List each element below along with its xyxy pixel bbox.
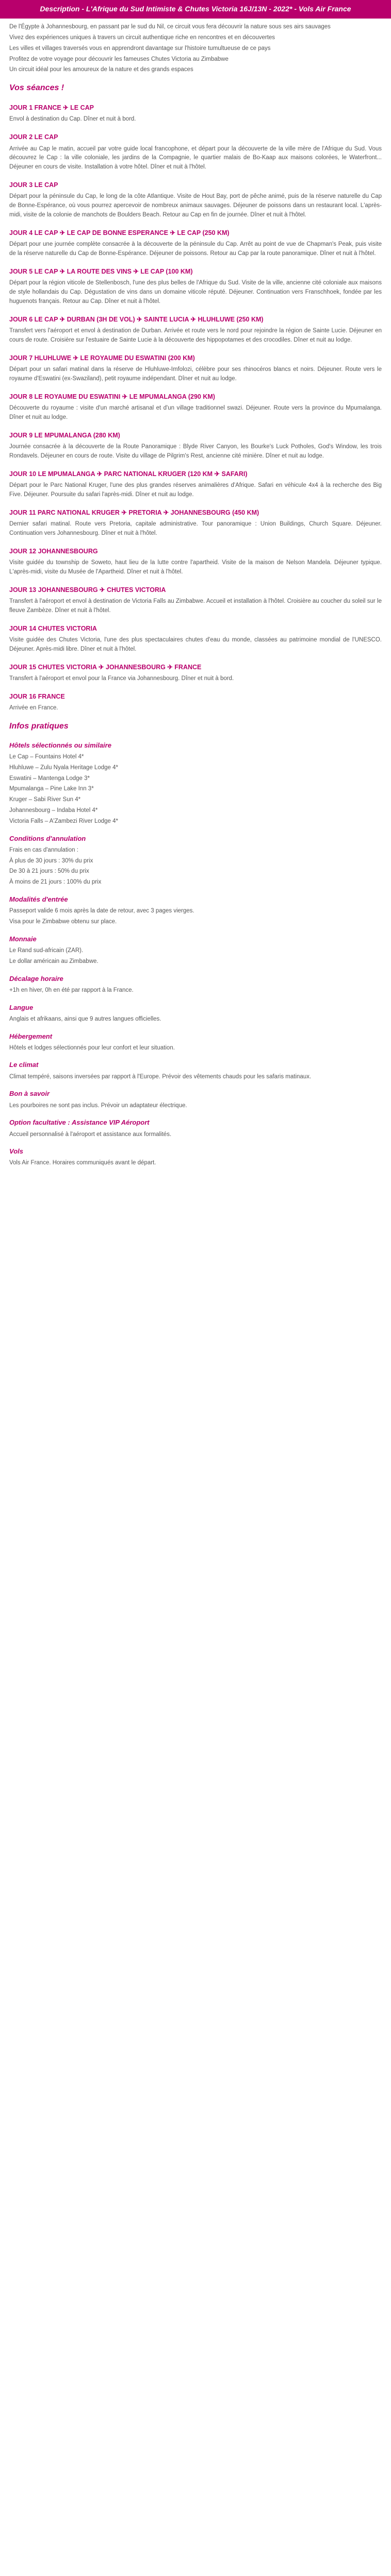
info-line: Victoria Falls – A'Zambezi River Lodge 4* (9, 818, 118, 824)
day-title: JOUR 3 LE CAP (9, 181, 58, 189)
day-item (9, 103, 382, 124)
info-list (9, 1044, 382, 1053)
day-item (9, 228, 382, 259)
itinerary-days (9, 103, 382, 713)
day-title: JOUR 6 LE CAP ✈ DURBAN (3H DE VOL) ✈ SAINTE LUCIA ✈ HLUHLUWE (250 KM) (9, 315, 264, 323)
info-list (9, 1073, 382, 1082)
day-description: Journée consacrée à la découverte de la Route Panoramique : Blyde River Canyon, les Bourke's Luck Potholes, God's Window, les trois Rondavels. Déjeuner en cours de route. Visite du village de Pilgrim's Rest, ancienne cité minière. Dîner et nuit au lodge. (9, 444, 382, 459)
info-section-title: Modalités d'entrée (9, 895, 68, 904)
info-line: Hluhluwe – Zulu Nyala Heritage Lodge 4* (9, 764, 118, 771)
page-title: Description - L'Afrique du Sud Intimiste & Chutes Victoria 16J/13N - 2022* - Vols Air France (40, 5, 351, 13)
day-description: Départ pour une journée complète consacrée à la découverte de la péninsule du Cap. Arrêt au point de vue de Chapman's Peak, puis visite de la réserve naturelle du Cap de Bonne-Espérance. Déjeuner de poissons. Retour au Cap par la route panoramique. Dîner et nuit à l'hôtel. (9, 241, 382, 257)
info-list (9, 846, 382, 887)
info-list (9, 907, 382, 927)
day-title: JOUR 4 LE CAP ✈ LE CAP DE BONNE ESPERANCE ✈ LE CAP (250 KM) (9, 229, 230, 236)
intro-line: Les villes et villages traversés vous en apprendront davantage sur l'histoire tumultueuse de ce pays (9, 45, 271, 52)
info-line: Hôtels et lodges sélectionnés pour leur confort et leur situation. (9, 1044, 175, 1051)
day-title: JOUR 5 LE CAP ✈ LA ROUTE DES VINS ✈ LE CAP (100 KM) (9, 267, 193, 275)
day-description: Arrivée au Cap le matin, accueil par votre guide local francophone, et départ pour la découverte de la ville mère de l'Afrique du Sud. Vous découvrez le Cap : la ville coloniale, les jardins de la Compagnie, le quartier malais de Bo-Kaap aux maisons colorées, le Waterfront... Déjeuner en cours de visite. Installation à votre hôtel. Dîner et nuit à l'hôtel. (9, 145, 382, 171)
intro-line: De l'Égypte à Johannesbourg, en passant par le sud du Nil, ce circuit vous fera découvrir la nature sous ses airs sauvages (9, 24, 331, 30)
info-list (9, 1130, 382, 1140)
day-title: JOUR 14 CHUTES VICTORIA (9, 624, 97, 632)
day-item (9, 132, 382, 172)
info-line: Les pourboires ne sont pas inclus. Prévoir un adaptateur électrique. (9, 1102, 187, 1109)
info-section-title: Bon à savoir (9, 1090, 50, 1098)
info-section-title: Monnaie (9, 935, 37, 943)
day-item (9, 180, 382, 220)
info-list (9, 1159, 382, 1168)
info-line: Passeport valide 6 mois après la date de retour, avec 3 pages vierges. (9, 908, 194, 914)
day-title: JOUR 2 LE CAP (9, 133, 58, 141)
day-item (9, 392, 382, 422)
info-line: De 30 à 21 jours : 50% du prix (9, 868, 89, 875)
intro-line: Un circuit idéal pour les amoureux de la nature et des grands espaces (9, 66, 193, 73)
day-item (9, 431, 382, 461)
info-line: Le Cap – Fountains Hotel 4* (9, 753, 84, 760)
info-section-title: Hébergement (9, 1032, 53, 1040)
day-description: Dernier safari matinal. Route vers Pretoria, capitale administrative. Tour panoramique : Union Buildings, Church Square. Déjeuner. Continuation vers Johannesbourg. Dîner et nuit à l'hôtel. (9, 521, 382, 536)
info-line: Frais en cas d'annulation : (9, 846, 78, 853)
day-item (9, 267, 382, 307)
day-description: Départ pour un safari matinal dans la réserve de Hluhluwe-Imfolozi, célèbre pour ses rhinocéros blancs et noirs. Déjeuner. Route vers le royaume d'Eswatini (ex-Swaziland), petit royaume indépendant. Dîner et nuit au lodge. (9, 366, 382, 382)
day-description: Visite guidée du township de Soweto, haut lieu de la lutte contre l'apartheid. Visite de la maison de Nelson Mandela. Déjeuner typique. L'après-midi, visite du Musée de l'Apartheid. Dîner et nuit à l'hôtel. (9, 560, 382, 575)
info-line: Le Rand sud-africain (ZAR). (9, 947, 84, 954)
info-section-title: Langue (9, 1003, 34, 1011)
info-line: Mpumalanga – Pine Lake Inn 3* (9, 786, 94, 792)
day-title: JOUR 10 LE MPUMALANGA ✈ PARC NATIONAL KRUGER (120 KM ✈ SAFARI) (9, 470, 248, 478)
intro-line: Vivez des expériences uniques à travers un circuit authentique riche en rencontres et en découvertes (9, 35, 275, 41)
day-title: JOUR 1 FRANCE ✈ LE CAP (9, 104, 94, 112)
info-section-title: Option facultative : Assistance VIP Aéroport (9, 1118, 150, 1127)
page-header (0, 0, 391, 19)
info-line: Visa pour le Zimbabwe obtenu sur place. (9, 919, 117, 925)
info-list (9, 986, 382, 995)
day-item (9, 624, 382, 654)
intro-block (9, 23, 382, 75)
info-section-title: Le climat (9, 1061, 39, 1069)
day-title: JOUR 15 CHUTES VICTORIA ✈ JOHANNESBOURG ✈ FRANCE (9, 663, 202, 671)
day-item (9, 585, 382, 616)
day-description: Transfert vers l'aéroport et envol à destination de Durban. Arrivée et route vers le nord pour rejoindre la région de Sainte Lucie. Déjeuner en cours de route. Croisière sur l'estuaire de Sainte Lucie à la découverte des hippopotames et des crocodiles. Dîner et nuit au lodge. (9, 328, 382, 343)
day-item (9, 547, 382, 577)
day-title: JOUR 13 JOHANNESBOURG ✈ CHUTES VICTORIA (9, 586, 166, 594)
info-section-title: Conditions d'annulation (9, 834, 86, 842)
day-item (9, 469, 382, 500)
info-list (9, 1015, 382, 1024)
day-title: JOUR 8 LE ROYAUME DU ESWATINI ✈ LE MPUMALANGA (290 KM) (9, 393, 215, 400)
day-title: JOUR 11 PARC NATIONAL KRUGER ✈ PRETORIA ✈ JOHANNESBOURG (450 KM) (9, 509, 259, 516)
info-line: À moins de 21 jours : 100% du prix (9, 879, 102, 886)
day-item (9, 508, 382, 538)
info-line: Anglais et afrikaans, ainsi que 9 autres langues officielles. (9, 1015, 161, 1022)
day-title: JOUR 9 LE MPUMALANGA (280 KM) (9, 431, 120, 439)
day-description: Découverte du royaume : visite d'un marché artisanal et d'un village traditionnel swazi. Déjeuner. Route vers la province du Mpumalanga. Dîner et nuit au lodge. (9, 405, 382, 420)
day-description: Départ pour la péninsule du Cap, le long de la côte Atlantique. Visite de Hout Bay, port de pêche animé, puis de la réserve naturelle du Cap de Bonne-Espérance, où vous pourrez apercevoir de nombreux animaux sauvages. Déjeuner de poissons dans un restaurant local. L'après-midi, visite de la colonie de manchots de Boulders Beach. Retour au Cap en fin de journée. Dîner et nuit à l'hôtel. (9, 193, 382, 218)
itinerary-title: Vos séances ! (9, 83, 64, 93)
infos-title: Infos pratiques (9, 722, 69, 731)
main-content (0, 19, 391, 1175)
info-line: Eswatini – Mantenga Lodge 3* (9, 775, 90, 782)
day-description: Départ pour le Parc National Kruger, l'une des plus grandes réserves animalières d'Afrique. Safari en véhicule 4x4 à la recherche des Big Five. Déjeuner. Poursuite du safari l'après-midi. Dîner et nuit au lodge. (9, 482, 382, 498)
day-item (9, 663, 382, 684)
info-section-title: Vols (9, 1147, 23, 1156)
info-line: Kruger – Sabi River Sun 4* (9, 796, 81, 803)
day-description: Transfert à l'aéroport et envol pour la France via Johannesbourg. Dîner et nuit à bord. (9, 675, 234, 682)
info-list (9, 753, 382, 826)
infos-block (9, 740, 382, 1168)
info-line: Vols Air France. Horaires communiqués avant le départ. (9, 1160, 156, 1166)
info-section-title: Hôtels sélectionnés ou similaire (9, 741, 111, 749)
day-description: Départ pour la région viticole de Stellenbosch, l'une des plus belles de l'Afrique du Sud. Visite de la ville, ancienne cité coloniale aux maisons de style hollandais du Cap. Dégustation de vins dans un domaine viticole réputé. Déjeuner. Continuation vers Franschhoek, fondée par les huguenots français. Retour au Cap. Dîner et nuit à l'hôtel. (9, 280, 382, 304)
intro-line: Profitez de votre voyage pour découvrir les fameuses Chutes Victoria au Zimbabwe (9, 56, 229, 62)
info-line: Climat tempéré, saisons inversées par rapport à l'Europe. Prévoir des vêtements chauds pour les safaris matinaux. (9, 1073, 312, 1080)
day-description: Visite guidée des Chutes Victoria, l'une des plus spectaculaires chutes d'eau du monde, classées au patrimoine mondial de l'UNESCO. Déjeuner. Après-midi libre. Dîner et nuit à l'hôtel. (9, 637, 382, 652)
day-description: Arrivée en France. (9, 705, 58, 711)
day-item (9, 315, 382, 345)
info-list (9, 1101, 382, 1111)
info-line: +1h en hiver, 0h en été par rapport à la France. (9, 987, 134, 993)
info-line: À plus de 30 jours : 30% du prix (9, 857, 93, 864)
day-item (9, 353, 382, 384)
info-line: Johannesbourg – Indaba Hotel 4* (9, 807, 98, 814)
day-description: Transfert à l'aéroport et envol à destination de Victoria Falls au Zimbabwe. Accueil et installation à l'hôtel. Croisière au coucher du soleil sur le fleuve Zambèze. Dîner et nuit à l'hôtel. (9, 598, 382, 614)
day-item (9, 692, 382, 713)
info-section-title: Décalage horaire (9, 974, 63, 982)
day-description: Envol à destination du Cap. Dîner et nuit à bord. (9, 116, 136, 123)
day-title: JOUR 7 HLUHLUWE ✈ LE ROYAUME DU ESWATINI (200 KM) (9, 354, 195, 362)
day-title: JOUR 16 FRANCE (9, 692, 65, 700)
info-list (9, 946, 382, 967)
day-title: JOUR 12 JOHANNESBOURG (9, 547, 98, 555)
info-line: Le dollar américain au Zimbabwe. (9, 958, 99, 964)
info-line: Accueil personnalisé à l'aéroport et assistance aux formalités. (9, 1131, 172, 1138)
